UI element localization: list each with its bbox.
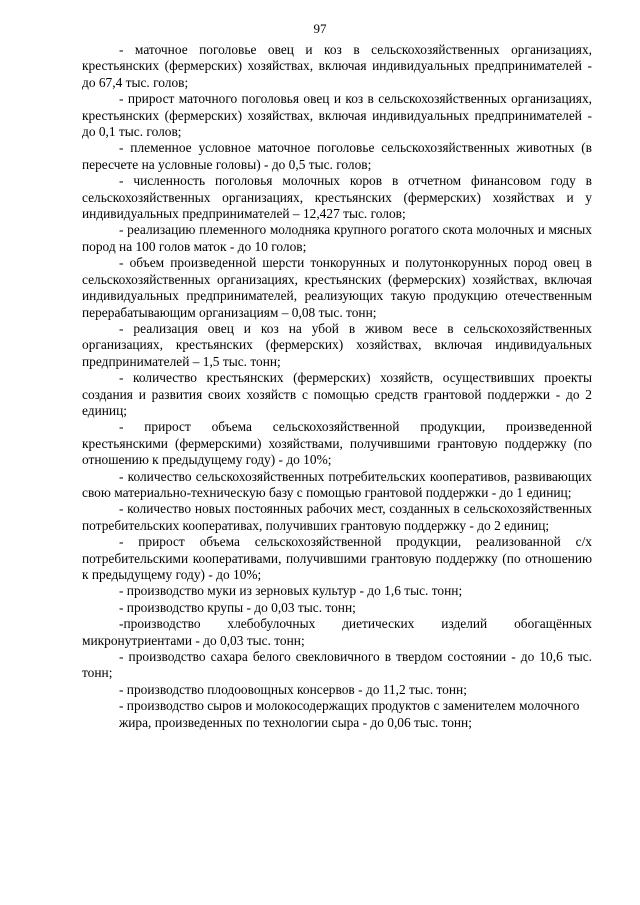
paragraph: - производство сыров и молокосодержащих продуктов с заменителем молочного жира, произведенных по технологии сыра - до 0,06 тыс. тонн; <box>119 698 580 730</box>
paragraph: -производство хлебобулочных диетических изделий обогащённых микронутриентами - до 0,03 тыс. тонн; <box>82 616 592 648</box>
paragraph: - реализация овец и коз на убой в живом весе в сельскохозяйственных организациях, крестьянских (фермерских) хозяйствах, включая индивидуальных предпринимателей – 1,5 тыс. тонн; <box>82 320 592 369</box>
paragraph: - количество новых постоянных рабочих мест, созданных в сельскохозяйственных потребительских кооперативах, получивших грантовую поддержку - до 2 единиц; <box>82 501 592 533</box>
paragraph: - количество сельскохозяйственных потребительских кооперативов, развивающих свою материально-техническую базу с помощью грантовой поддержки - до 1 единиц; <box>82 468 592 500</box>
paragraph: - маточное поголовье овец и коз в сельскохозяйственных организациях, крестьянских (фермерских) хозяйствах, включая индивидуальных предпринимателей - до 67,4 тыс. голов; <box>82 42 592 90</box>
document-body <box>82 42 592 731</box>
paragraph: - прирост объема сельскохозяйственной продукции, реализованной с/х потребительскими кооперативами, получившими грантовую поддержку (по отношению к предыдущему году) - до 10%; <box>82 534 592 582</box>
paragraph: - прирост маточного поголовья овец и коз в сельскохозяйственных организациях, крестьянских (фермерских) хозяйствах, включая индивидуальных предпринимателей - до 0,1 тыс. голов; <box>82 91 592 140</box>
paragraph: - производство плодоовощных консервов - до 11,2 тыс. тонн; <box>119 681 467 697</box>
paragraph: - прирост объема сельскохозяйственной продукции, произведенной крестьянскими (фермерскими) хозяйствами, получившими грантовую поддержку (по отношению к предыдущему году) - до 10%; <box>82 419 592 468</box>
paragraph: - производство муки из зерновых культур - до 1,6 тыс. тонн; <box>119 583 463 599</box>
paragraph: - реализацию племенного молодняка крупного рогатого скота молочных и мясных пород на 100 голов маток - до 10 голов; <box>82 222 592 254</box>
paragraph: - количество крестьянских (фермерских) хозяйств, осуществивших проекты создания и развития своих хозяйств с помощью средств грантовой поддержки - до 2 единиц; <box>82 370 592 418</box>
paragraph: - производство крупы - до 0,03 тыс. тонн; <box>119 599 356 615</box>
paragraph: - численность поголовья молочных коров в отчетном финансовом году в сельскохозяйственных организациях, крестьянских (фермерских) хозяйствах и у индивидуальных предпринимателей – 12,427 тыс. голов; <box>82 173 592 222</box>
paragraph: - племенное условное маточное поголовье сельскохозяйственных животных (в пересчете на условные головы) - до 0,5 тыс. голов; <box>82 140 592 172</box>
page-number: 97 <box>313 21 327 36</box>
paragraph: - производство сахара белого свекловичного в твердом состоянии - до 10,6 тыс. тонн; <box>82 649 592 681</box>
paragraph: - объем произведенной шерсти тонкорунных и полутонкорунных пород овец в сельскохозяйственных организациях, крестьянских (фермерских) хозяйствах, включая индивидуальных предпринимателей, реализующих такую продукцию отечественным перерабатывающим организациям – 0,08 тыс. тонн; <box>82 255 592 320</box>
